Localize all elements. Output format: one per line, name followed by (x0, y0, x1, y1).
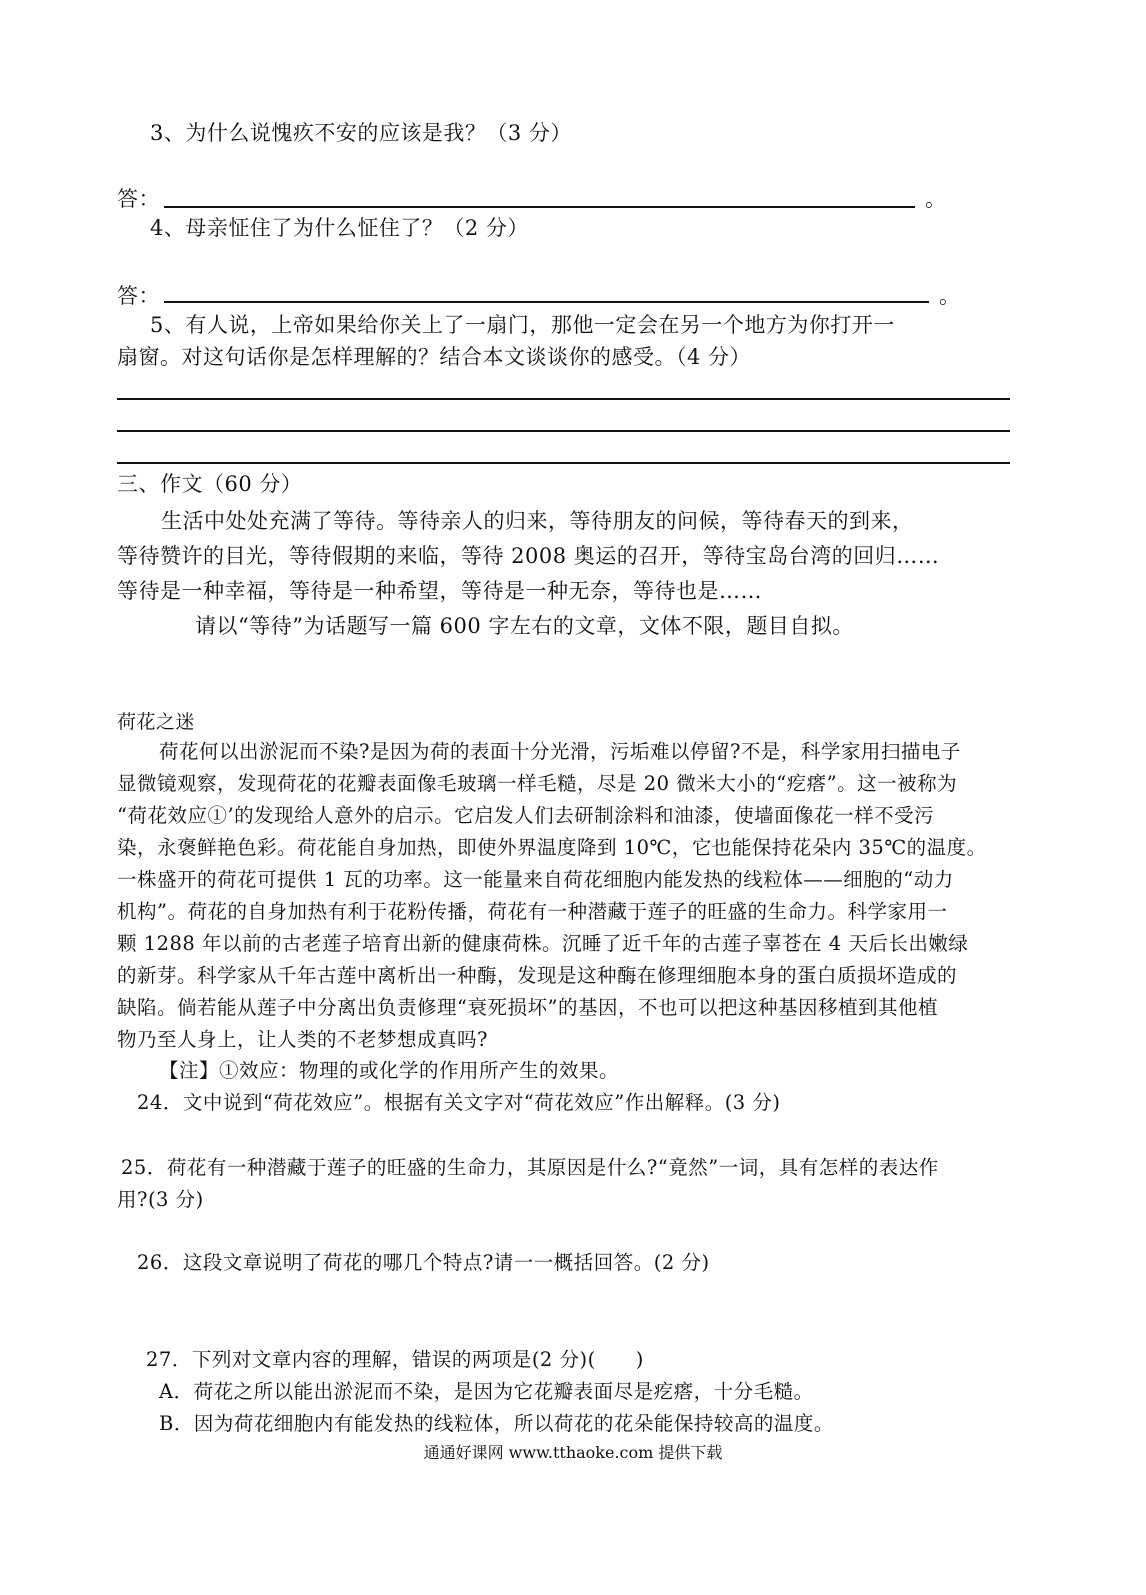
reading-line: 一株盛开的荷花可提供 1 瓦的功率。这一能量来自荷花细胞内能发热的线粒体——细胞的“动力 (117, 868, 954, 891)
answer-line-q5-3[interactable] (117, 462, 1010, 464)
essay-prompt-line-2: 等待赞许的目光，等待假期的来临，等待 2008 奥运的召开，等待宝岛台湾的回归…… (117, 544, 940, 568)
reading-line: 物乃至人身上，让人类的不老梦想成真吗? (117, 1028, 488, 1051)
reading-line: 染，永褒鲜艳色彩。荷花能自身加热，即使外界温度降到 10℃，它也能保持花朵内 35℃的温度。 (117, 836, 987, 859)
question-27: 27．下列对文章内容的理解，错误的两项是(2 分)( ) (146, 1348, 644, 1371)
answer-line-q5-1[interactable] (117, 398, 1010, 400)
reading-line: 颗 1288 年以前的古老莲子培育出新的健康荷株。沉睡了近千年的古莲子辜苍在 4 天后长出嫩绿 (117, 932, 969, 955)
essay-instruction: 请以“等待”为话题写一篇 600 字左右的文章，文体不限，题目自拟。 (195, 614, 854, 638)
question-26: 26．这段文章说明了荷花的哪几个特点?请一一概括回答。(2 分) (137, 1251, 710, 1274)
question-4: 4、母亲怔住了为什么怔住了？（2 分） (150, 216, 529, 240)
reading-line: “荷花效应①’的发现给人意外的启示。它启发人们去研制涂料和油漆，使墙面像花一样不受污 (117, 804, 935, 827)
reading-line: 机构”。荷花的自身加热有利于花粉传播，荷花有一种潜藏于莲子的旺盛的生命力。科学家用一 (117, 900, 948, 923)
answer-end-q4: 。 (939, 284, 961, 308)
reading-line: 缺陷。倘若能从莲子中分离出负责修理“衰死损坏”的基因，不也可以把这种基因移植到其他植 (117, 996, 938, 1019)
reading-line: 荷花何以出淤泥而不染?是因为荷的表面十分光滑，污垢难以停留?不是，科学家用扫描电子 (159, 740, 961, 763)
answer-label-q3: 答： (117, 187, 160, 211)
reading-line: 的新芽。科学家从千年古莲中离析出一种酶，发现是这种酶在修理细胞本身的蛋白质损坏造成的 (117, 964, 958, 987)
essay-prompt-line-3: 等待是一种幸福，等待是一种希望，等待是一种无奈，等待也是…… (117, 579, 762, 603)
question-24: 24．文中说到“荷花效应”。根据有关文字对“荷花效应”作出解释。(3 分) (137, 1091, 781, 1114)
reading-line: 显微镜观察，发现荷花的花瓣表面像毛玻璃一样毛糙，尽是 20 微米大小的“疙瘩”。这一被称为 (117, 772, 958, 795)
answer-line-q4[interactable] (164, 301, 929, 303)
question-25-line-1: 25．荷花有一种潜藏于莲子的旺盛的生命力，其原因是什么?“竟然”一词，具有怎样的表达作 (121, 1156, 939, 1179)
question-27-option-a: A．荷花之所以能出淤泥而不染，是因为它花瓣表面尽是疙瘩，十分毛糙。 (159, 1380, 814, 1403)
answer-label-q4: 答： (117, 284, 160, 308)
page-footer: 通通好课网 www.tthaoke.com 提供下载 (423, 1443, 723, 1462)
reading-note: 【注】①效应：物理的或化学的作用所产生的效果。 (159, 1059, 620, 1082)
answer-line-q5-2[interactable] (117, 430, 1010, 432)
question-5-line-1: 5、有人说，上帝如果给你关上了一扇门，那他一定会在另一个地方为你打开一 (150, 313, 895, 337)
section-3-heading: 三、作文（60 分） (117, 472, 303, 496)
question-27-option-b: B．因为荷花细胞内有能发热的线粒体，所以荷花的花朵能保持较高的温度。 (159, 1412, 834, 1435)
essay-prompt-line-1: 生活中处处充满了等待。等待亲人的归来，等待朋友的问候，等待春天的到来， (161, 509, 914, 533)
answer-line-q3[interactable] (164, 206, 915, 208)
reading-title: 荷花之迷 (117, 711, 196, 733)
answer-end-q3: 。 (925, 187, 947, 211)
question-5-line-2: 扇窗。对这句话你是怎样理解的？结合本文谈谈你的感受。（4 分） (117, 345, 752, 369)
question-3: 3、为什么说愧疚不安的应该是我？（3 分） (150, 121, 572, 145)
question-25-line-2: 用?(3 分) (117, 1188, 204, 1211)
